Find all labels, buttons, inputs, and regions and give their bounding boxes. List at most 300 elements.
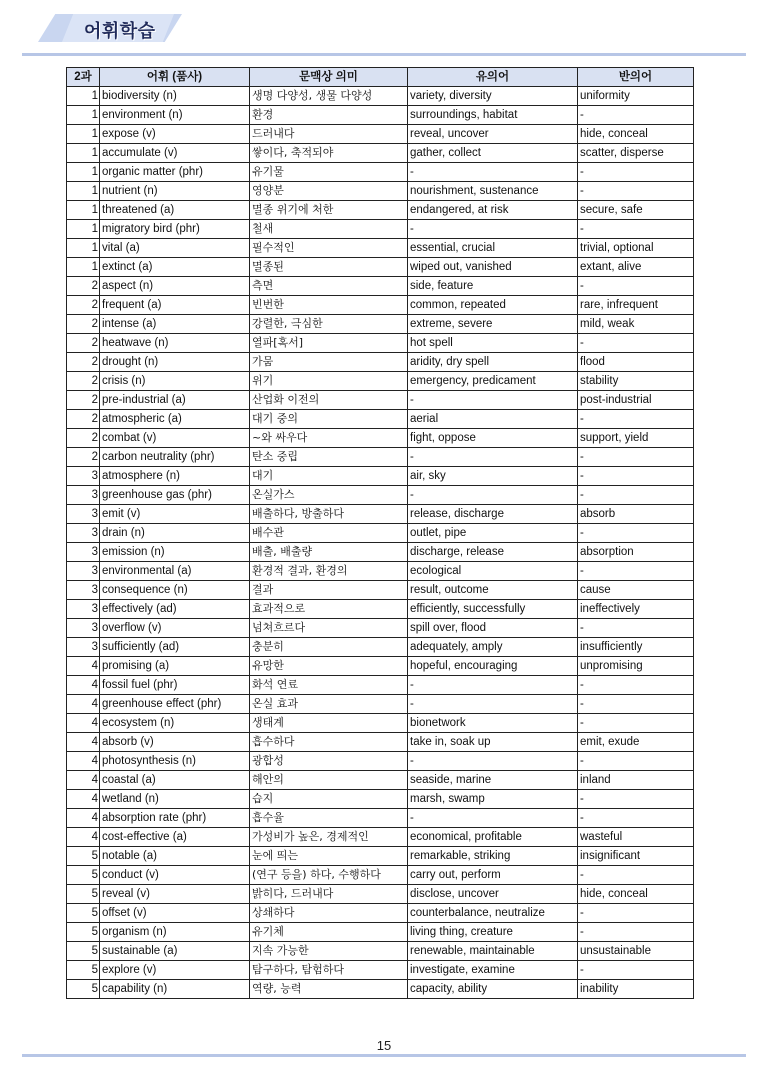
cell-synonyms: -	[408, 220, 578, 239]
cell-meaning: 배수관	[250, 524, 408, 543]
cell-meaning: 대기 중의	[250, 410, 408, 429]
cell-synonyms: economical, profitable	[408, 828, 578, 847]
cell-meaning: 흡수율	[250, 809, 408, 828]
cell-lesson: 3	[67, 600, 100, 619]
cell-antonyms: stability	[578, 372, 694, 391]
cell-synonyms: take in, soak up	[408, 733, 578, 752]
cell-lesson: 1	[67, 163, 100, 182]
cell-lesson: 3	[67, 638, 100, 657]
cell-meaning: 영양분	[250, 182, 408, 201]
cell-antonyms: -	[578, 809, 694, 828]
cell-meaning: 습지	[250, 790, 408, 809]
cell-meaning: 가성비가 높은, 경제적인	[250, 828, 408, 847]
table-row	[67, 87, 694, 106]
cell-word: nutrient (n)	[100, 182, 250, 201]
table-row	[67, 600, 694, 619]
table-row	[67, 562, 694, 581]
table-row	[67, 904, 694, 923]
table-row	[67, 790, 694, 809]
table-row	[67, 524, 694, 543]
cell-word: crisis (n)	[100, 372, 250, 391]
cell-meaning: 유망한	[250, 657, 408, 676]
cell-antonyms: -	[578, 277, 694, 296]
cell-lesson: 5	[67, 923, 100, 942]
cell-synonyms: -	[408, 486, 578, 505]
table-row	[67, 619, 694, 638]
table-row	[67, 676, 694, 695]
column-header-word: 어휘 (품사)	[100, 68, 250, 87]
table-row	[67, 733, 694, 752]
cell-meaning: 온실 효과	[250, 695, 408, 714]
cell-meaning: ~와 싸우다	[250, 429, 408, 448]
cell-meaning: 강렬한, 극심한	[250, 315, 408, 334]
table-row	[67, 885, 694, 904]
cell-word: reveal (v)	[100, 885, 250, 904]
cell-lesson: 5	[67, 942, 100, 961]
cell-meaning: 해안의	[250, 771, 408, 790]
cell-word: promising (a)	[100, 657, 250, 676]
cell-lesson: 5	[67, 904, 100, 923]
cell-synonyms: hopeful, encouraging	[408, 657, 578, 676]
table-row	[67, 961, 694, 980]
cell-antonyms: trivial, optional	[578, 239, 694, 258]
cell-synonyms: air, sky	[408, 467, 578, 486]
cell-word: atmosphere (n)	[100, 467, 250, 486]
cell-word: pre-industrial (a)	[100, 391, 250, 410]
cell-antonyms: scatter, disperse	[578, 144, 694, 163]
cell-antonyms: -	[578, 752, 694, 771]
cell-synonyms: seaside, marine	[408, 771, 578, 790]
cell-word: extinct (a)	[100, 258, 250, 277]
table-row	[67, 980, 694, 999]
cell-synonyms: carry out, perform	[408, 866, 578, 885]
column-header-antonyms: 반의어	[578, 68, 694, 87]
cell-synonyms: wiped out, vanished	[408, 258, 578, 277]
cell-meaning: 넘쳐흐르다	[250, 619, 408, 638]
cell-synonyms: disclose, uncover	[408, 885, 578, 904]
cell-word: absorption rate (phr)	[100, 809, 250, 828]
cell-meaning: 상쇄하다	[250, 904, 408, 923]
cell-lesson: 3	[67, 619, 100, 638]
cell-word: environment (n)	[100, 106, 250, 125]
bottom-divider	[22, 1054, 746, 1057]
cell-antonyms: hide, conceal	[578, 125, 694, 144]
column-header-lesson: 2과	[67, 68, 100, 87]
table-row	[67, 258, 694, 277]
cell-antonyms: -	[578, 467, 694, 486]
cell-lesson: 2	[67, 410, 100, 429]
cell-word: carbon neutrality (phr)	[100, 448, 250, 467]
cell-lesson: 1	[67, 182, 100, 201]
cell-lesson: 4	[67, 752, 100, 771]
cell-antonyms: unpromising	[578, 657, 694, 676]
page-title: 어휘학습	[84, 21, 156, 42]
cell-word: sustainable (a)	[100, 942, 250, 961]
table-row	[67, 182, 694, 201]
cell-meaning: 철새	[250, 220, 408, 239]
cell-word: heatwave (n)	[100, 334, 250, 353]
cell-synonyms: aridity, dry spell	[408, 353, 578, 372]
cell-antonyms: mild, weak	[578, 315, 694, 334]
cell-meaning: 대기	[250, 467, 408, 486]
table-row	[67, 581, 694, 600]
cell-synonyms: -	[408, 163, 578, 182]
table-row	[67, 467, 694, 486]
cell-antonyms: secure, safe	[578, 201, 694, 220]
cell-lesson: 3	[67, 562, 100, 581]
cell-meaning: 환경	[250, 106, 408, 125]
table-row	[67, 809, 694, 828]
cell-synonyms: result, outcome	[408, 581, 578, 600]
cell-antonyms: -	[578, 904, 694, 923]
cell-synonyms: fight, oppose	[408, 429, 578, 448]
table-row	[67, 543, 694, 562]
table-row	[67, 315, 694, 334]
cell-lesson: 4	[67, 809, 100, 828]
cell-antonyms: flood	[578, 353, 694, 372]
table-row	[67, 752, 694, 771]
cell-meaning: 드러내다	[250, 125, 408, 144]
cell-synonyms: renewable, maintainable	[408, 942, 578, 961]
page-number: 15	[376, 1038, 392, 1053]
cell-meaning: 지속 가능한	[250, 942, 408, 961]
cell-lesson: 3	[67, 581, 100, 600]
cell-synonyms: -	[408, 676, 578, 695]
cell-lesson: 2	[67, 296, 100, 315]
cell-meaning: 측면	[250, 277, 408, 296]
cell-meaning: 가뭄	[250, 353, 408, 372]
cell-lesson: 3	[67, 467, 100, 486]
cell-lesson: 4	[67, 676, 100, 695]
cell-antonyms: -	[578, 220, 694, 239]
cell-synonyms: remarkable, striking	[408, 847, 578, 866]
cell-lesson: 1	[67, 106, 100, 125]
table-row	[67, 657, 694, 676]
cell-antonyms: -	[578, 923, 694, 942]
cell-antonyms: extant, alive	[578, 258, 694, 277]
cell-synonyms: gather, collect	[408, 144, 578, 163]
cell-synonyms: marsh, swamp	[408, 790, 578, 809]
cell-antonyms: -	[578, 619, 694, 638]
cell-word: offset (v)	[100, 904, 250, 923]
table-row	[67, 106, 694, 125]
cell-lesson: 4	[67, 657, 100, 676]
cell-word: environmental (a)	[100, 562, 250, 581]
table-row	[67, 429, 694, 448]
cell-antonyms: -	[578, 714, 694, 733]
cell-synonyms: common, repeated	[408, 296, 578, 315]
table-row	[67, 391, 694, 410]
cell-meaning: 결과	[250, 581, 408, 600]
cell-lesson: 3	[67, 524, 100, 543]
cell-antonyms: -	[578, 866, 694, 885]
cell-lesson: 4	[67, 695, 100, 714]
cell-meaning: 광합성	[250, 752, 408, 771]
cell-antonyms: emit, exude	[578, 733, 694, 752]
table-row	[67, 866, 694, 885]
cell-lesson: 1	[67, 144, 100, 163]
table-row	[67, 942, 694, 961]
cell-word: drought (n)	[100, 353, 250, 372]
table-row	[67, 144, 694, 163]
cell-word: cost-effective (a)	[100, 828, 250, 847]
cell-word: atmospheric (a)	[100, 410, 250, 429]
cell-synonyms: discharge, release	[408, 543, 578, 562]
cell-antonyms: unsustainable	[578, 942, 694, 961]
cell-meaning: 눈에 띄는	[250, 847, 408, 866]
cell-synonyms: living thing, creature	[408, 923, 578, 942]
cell-synonyms: bionetwork	[408, 714, 578, 733]
cell-synonyms: -	[408, 391, 578, 410]
cell-lesson: 1	[67, 201, 100, 220]
cell-meaning: 온실가스	[250, 486, 408, 505]
cell-synonyms: -	[408, 695, 578, 714]
cell-word: wetland (n)	[100, 790, 250, 809]
cell-synonyms: hot spell	[408, 334, 578, 353]
cell-word: accumulate (v)	[100, 144, 250, 163]
cell-word: notable (a)	[100, 847, 250, 866]
cell-lesson: 1	[67, 125, 100, 144]
cell-antonyms: insignificant	[578, 847, 694, 866]
cell-antonyms: absorption	[578, 543, 694, 562]
cell-meaning: 쌓이다, 축적되야	[250, 144, 408, 163]
cell-meaning: 생태계	[250, 714, 408, 733]
cell-word: combat (v)	[100, 429, 250, 448]
cell-lesson: 2	[67, 429, 100, 448]
cell-lesson: 5	[67, 980, 100, 999]
cell-word: organism (n)	[100, 923, 250, 942]
cell-synonyms: side, feature	[408, 277, 578, 296]
cell-meaning: (연구 등을) 하다, 수행하다	[250, 866, 408, 885]
cell-meaning: 빈번한	[250, 296, 408, 315]
table-row	[67, 353, 694, 372]
cell-meaning: 화석 연료	[250, 676, 408, 695]
table-row	[67, 714, 694, 733]
cell-word: consequence (n)	[100, 581, 250, 600]
cell-meaning: 위기	[250, 372, 408, 391]
cell-lesson: 2	[67, 448, 100, 467]
table-row	[67, 695, 694, 714]
cell-lesson: 2	[67, 334, 100, 353]
cell-meaning: 유기물	[250, 163, 408, 182]
table-row	[67, 296, 694, 315]
cell-word: expose (v)	[100, 125, 250, 144]
cell-lesson: 2	[67, 391, 100, 410]
cell-antonyms: -	[578, 524, 694, 543]
table-row	[67, 505, 694, 524]
table-row	[67, 220, 694, 239]
cell-word: migratory bird (phr)	[100, 220, 250, 239]
cell-synonyms: aerial	[408, 410, 578, 429]
cell-meaning: 멸종된	[250, 258, 408, 277]
cell-meaning: 환경적 결과, 환경의	[250, 562, 408, 581]
cell-lesson: 4	[67, 733, 100, 752]
table-header-row	[67, 68, 694, 87]
table-row	[67, 201, 694, 220]
cell-lesson: 1	[67, 239, 100, 258]
cell-lesson: 2	[67, 277, 100, 296]
cell-antonyms: cause	[578, 581, 694, 600]
cell-synonyms: counterbalance, neutralize	[408, 904, 578, 923]
table-row	[67, 163, 694, 182]
cell-meaning: 배출하다, 방출하다	[250, 505, 408, 524]
cell-antonyms: rare, infrequent	[578, 296, 694, 315]
cell-meaning: 탄소 중립	[250, 448, 408, 467]
cell-word: emission (n)	[100, 543, 250, 562]
cell-word: biodiversity (n)	[100, 87, 250, 106]
cell-lesson: 1	[67, 220, 100, 239]
cell-lesson: 5	[67, 866, 100, 885]
table-row	[67, 334, 694, 353]
cell-synonyms: adequately, amply	[408, 638, 578, 657]
cell-meaning: 밝히다, 드러내다	[250, 885, 408, 904]
cell-word: effectively (ad)	[100, 600, 250, 619]
cell-antonyms: -	[578, 410, 694, 429]
cell-word: threatened (a)	[100, 201, 250, 220]
table-row	[67, 923, 694, 942]
cell-lesson: 3	[67, 486, 100, 505]
cell-meaning: 멸종 위기에 처한	[250, 201, 408, 220]
cell-antonyms: -	[578, 695, 694, 714]
cell-synonyms: endangered, at risk	[408, 201, 578, 220]
cell-synonyms: nourishment, sustenance	[408, 182, 578, 201]
table-row	[67, 448, 694, 467]
cell-antonyms: ineffectively	[578, 600, 694, 619]
cell-synonyms: investigate, examine	[408, 961, 578, 980]
cell-word: organic matter (phr)	[100, 163, 250, 182]
cell-meaning: 배출, 배출량	[250, 543, 408, 562]
cell-lesson: 2	[67, 315, 100, 334]
cell-synonyms: -	[408, 752, 578, 771]
cell-antonyms: support, yield	[578, 429, 694, 448]
cell-synonyms: variety, diversity	[408, 87, 578, 106]
cell-word: greenhouse gas (phr)	[100, 486, 250, 505]
cell-word: ecosystem (n)	[100, 714, 250, 733]
table-row	[67, 771, 694, 790]
cell-word: sufficiently (ad)	[100, 638, 250, 657]
cell-word: coastal (a)	[100, 771, 250, 790]
cell-meaning: 충분히	[250, 638, 408, 657]
cell-word: conduct (v)	[100, 866, 250, 885]
cell-lesson: 4	[67, 828, 100, 847]
cell-antonyms: post-industrial	[578, 391, 694, 410]
cell-synonyms: release, discharge	[408, 505, 578, 524]
cell-antonyms: -	[578, 182, 694, 201]
table-row	[67, 239, 694, 258]
table-row	[67, 372, 694, 391]
cell-meaning: 역량, 능력	[250, 980, 408, 999]
table-row	[67, 277, 694, 296]
cell-word: absorb (v)	[100, 733, 250, 752]
cell-antonyms: absorb	[578, 505, 694, 524]
cell-synonyms: -	[408, 448, 578, 467]
cell-meaning: 생명 다양성, 생물 다양성	[250, 87, 408, 106]
cell-lesson: 4	[67, 714, 100, 733]
table-row	[67, 638, 694, 657]
cell-meaning: 산업화 이전의	[250, 391, 408, 410]
cell-meaning: 흡수하다	[250, 733, 408, 752]
cell-word: emit (v)	[100, 505, 250, 524]
table-row	[67, 486, 694, 505]
cell-antonyms: -	[578, 448, 694, 467]
table-row	[67, 847, 694, 866]
cell-meaning: 탐구하다, 탐험하다	[250, 961, 408, 980]
table-row	[67, 125, 694, 144]
table-row	[67, 828, 694, 847]
cell-antonyms: wasteful	[578, 828, 694, 847]
cell-synonyms: essential, crucial	[408, 239, 578, 258]
cell-lesson: 1	[67, 258, 100, 277]
cell-word: frequent (a)	[100, 296, 250, 315]
cell-word: vital (a)	[100, 239, 250, 258]
cell-word: explore (v)	[100, 961, 250, 980]
cell-antonyms: insufficiently	[578, 638, 694, 657]
cell-meaning: 유기체	[250, 923, 408, 942]
cell-lesson: 2	[67, 353, 100, 372]
cell-lesson: 5	[67, 847, 100, 866]
cell-synonyms: ecological	[408, 562, 578, 581]
cell-word: drain (n)	[100, 524, 250, 543]
cell-antonyms: -	[578, 486, 694, 505]
cell-synonyms: reveal, uncover	[408, 125, 578, 144]
cell-antonyms: -	[578, 676, 694, 695]
cell-antonyms: -	[578, 106, 694, 125]
cell-meaning: 필수적인	[250, 239, 408, 258]
cell-synonyms: spill over, flood	[408, 619, 578, 638]
cell-antonyms: uniformity	[578, 87, 694, 106]
cell-word: overflow (v)	[100, 619, 250, 638]
cell-lesson: 5	[67, 961, 100, 980]
cell-word: fossil fuel (phr)	[100, 676, 250, 695]
cell-synonyms: capacity, ability	[408, 980, 578, 999]
cell-antonyms: inability	[578, 980, 694, 999]
column-header-meaning: 문맥상 의미	[250, 68, 408, 87]
vocabulary-table	[66, 67, 694, 999]
cell-meaning: 효과적으로	[250, 600, 408, 619]
cell-word: greenhouse effect (phr)	[100, 695, 250, 714]
cell-synonyms: efficiently, successfully	[408, 600, 578, 619]
cell-word: intense (a)	[100, 315, 250, 334]
cell-lesson: 4	[67, 771, 100, 790]
cell-lesson: 3	[67, 543, 100, 562]
cell-antonyms: -	[578, 163, 694, 182]
cell-synonyms: -	[408, 809, 578, 828]
cell-antonyms: -	[578, 334, 694, 353]
cell-synonyms: emergency, predicament	[408, 372, 578, 391]
table-row	[67, 410, 694, 429]
cell-lesson: 4	[67, 790, 100, 809]
cell-lesson: 5	[67, 885, 100, 904]
column-header-synonyms: 유의어	[408, 68, 578, 87]
cell-antonyms: -	[578, 562, 694, 581]
cell-word: capability (n)	[100, 980, 250, 999]
table-body	[67, 87, 694, 999]
cell-antonyms: hide, conceal	[578, 885, 694, 904]
cell-antonyms: inland	[578, 771, 694, 790]
cell-synonyms: extreme, severe	[408, 315, 578, 334]
cell-lesson: 2	[67, 372, 100, 391]
cell-lesson: 1	[67, 87, 100, 106]
cell-synonyms: outlet, pipe	[408, 524, 578, 543]
cell-antonyms: -	[578, 790, 694, 809]
cell-lesson: 3	[67, 505, 100, 524]
cell-meaning: 열파[혹서]	[250, 334, 408, 353]
cell-synonyms: surroundings, habitat	[408, 106, 578, 125]
cell-word: photosynthesis (n)	[100, 752, 250, 771]
cell-antonyms: -	[578, 961, 694, 980]
top-divider	[22, 53, 746, 56]
cell-word: aspect (n)	[100, 277, 250, 296]
